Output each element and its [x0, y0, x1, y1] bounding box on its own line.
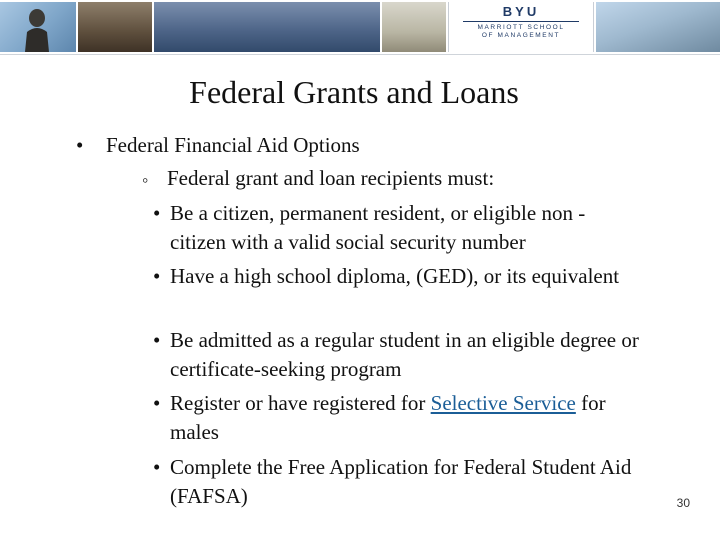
requirement-item: Have a high school diploma, (GED), or its equivalent — [170, 264, 620, 288]
requirement-text-prefix: Register or have registered for — [170, 391, 431, 415]
slide-title: Federal Grants and Loans — [189, 74, 519, 110]
bullet-level2-text: Federal grant and loan recipients must: — [167, 166, 495, 190]
logo-line1: BYU — [502, 4, 540, 19]
requirement-bullet-icon: • — [153, 328, 161, 352]
logo-line2: MARRIOTT SCHOOL — [477, 24, 565, 31]
requirement-bullet-icon: • — [153, 264, 161, 288]
requirement-bullet-icon: • — [153, 201, 161, 225]
selective-service-link[interactable]: Selective Service — [430, 391, 576, 415]
bullet-level1-icon: • — [76, 133, 84, 157]
requirement-bullet-icon: • — [153, 455, 161, 479]
requirement-text-suffix: for males — [170, 391, 606, 444]
requirement-item: Complete the Free Application for Federal Student Aid (FAFSA) — [170, 455, 632, 508]
requirement-item: Be a citizen, permanent resident, or eligible non -citizen with a valid social security number — [170, 201, 586, 254]
bullet-level2-icon: ◦ — [142, 170, 149, 190]
page-number: 30 — [676, 496, 690, 510]
requirement-bullet-icon: • — [153, 391, 161, 415]
logo-line3: OF MANAGEMENT — [481, 32, 561, 39]
requirement-item — [170, 389, 640, 447]
requirement-item: Be admitted as a regular student in an eligible degree or certificate-seeking program — [170, 328, 639, 381]
bullet-level1-text: Federal Financial Aid Options — [106, 133, 360, 157]
